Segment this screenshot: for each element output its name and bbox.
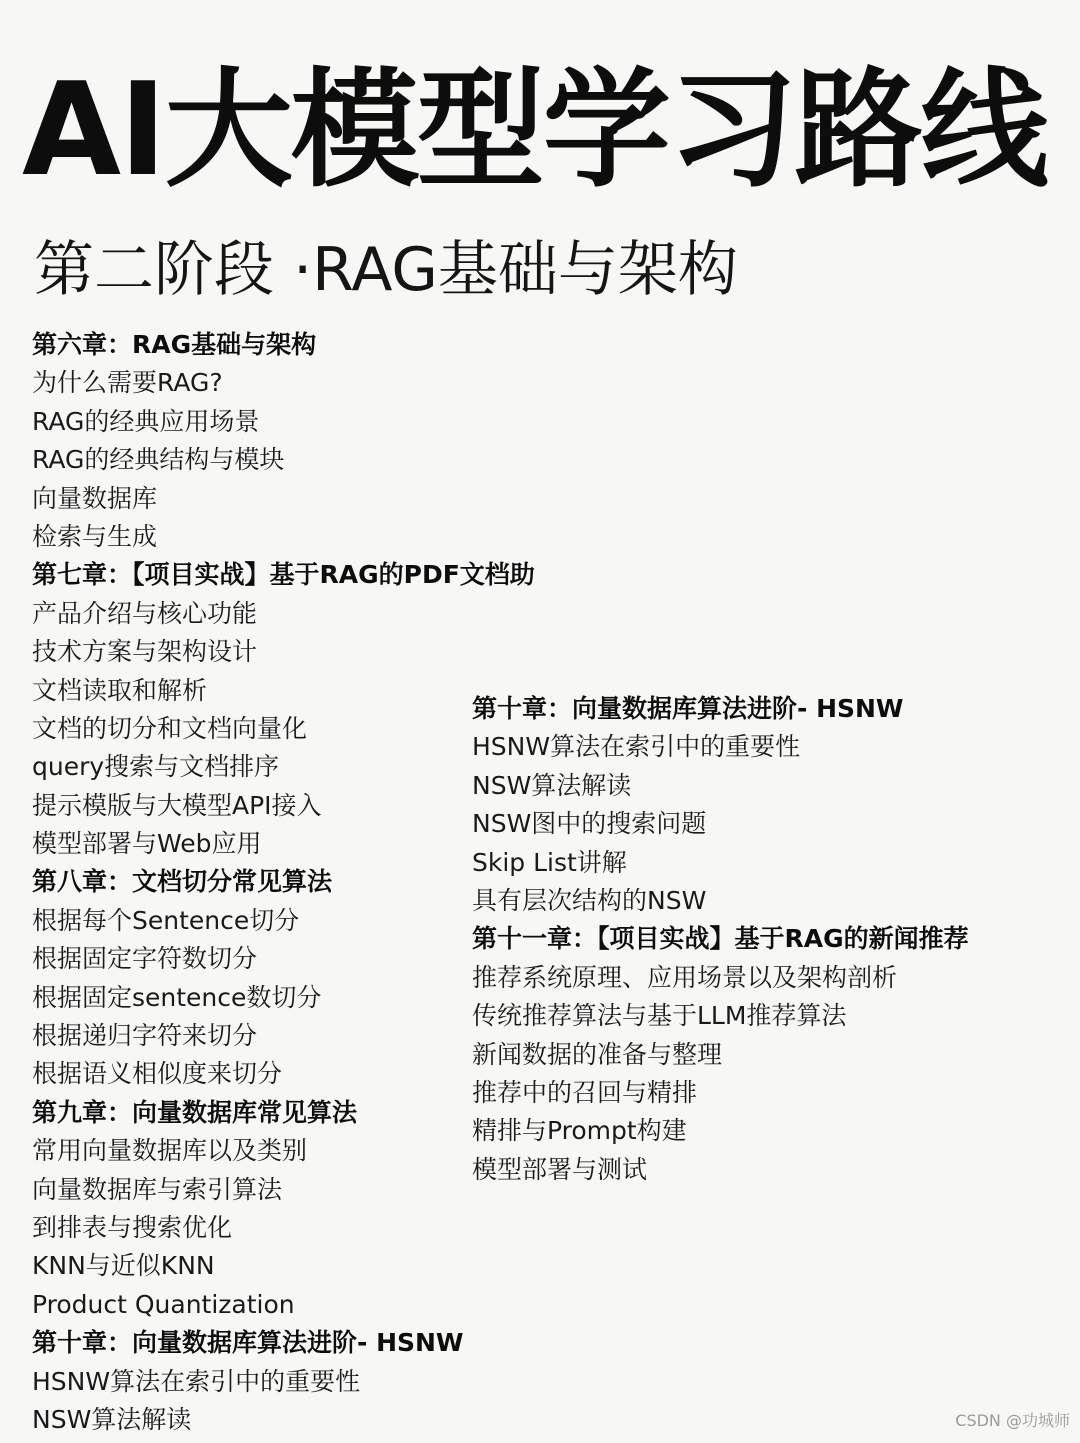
list-item: 模型部署与Web应用 [32, 829, 262, 859]
chapter-heading: 第八章：文档切分常见算法 [32, 867, 333, 897]
list-item: NSW图中的搜索问题 [472, 809, 707, 839]
list-item: 到排表与搜索优化 [32, 1212, 233, 1242]
list-item: 向量数据库与索引算法 [32, 1174, 283, 1204]
chapter-heading: 第十一章：【项目实战】基于RAG的新闻推荐 [472, 924, 969, 954]
chapter-heading: 第七章：【项目实战】基于RAG的PDF文档助 [32, 560, 535, 590]
list-item: 传统推荐算法与基于LLM推荐算法 [472, 1001, 847, 1031]
list-item: HSNW算法在索引中的重要性 [472, 732, 801, 762]
list-item: 根据每个Sentence切分 [32, 905, 300, 935]
list-item: Product Quantization [32, 1289, 295, 1319]
list-item: 产品介绍与核心功能 [32, 598, 258, 628]
chapter-heading: 第十章：向量数据库算法进阶- HSNW [32, 1328, 464, 1358]
list-item: 文档读取和解析 [32, 675, 208, 705]
list-item: 为什么需要RAG? [32, 368, 223, 398]
list-item: 新闻数据的准备与整理 [472, 1039, 723, 1069]
list-item: 推荐系统原理、应用场景以及架构剖析 [472, 962, 898, 992]
list-item: 根据固定字符数切分 [32, 944, 258, 974]
list-item: 根据递归字符来切分 [32, 1021, 258, 1051]
chapter-heading: 第十章：向量数据库算法进阶- HSNW [472, 694, 904, 723]
page-title: AI大模型学习路线 [22, 56, 1047, 205]
list-item: 具有层次结构的NSW [472, 885, 707, 915]
page-subtitle: 第二阶段 ·RAG基础与架构 [34, 235, 738, 305]
chapter-heading: 第六章：RAG基础与架构 [32, 330, 317, 359]
list-item: NSW算法解读 [32, 1404, 192, 1434]
right-column [472, 690, 969, 1189]
list-item: query搜索与文档排序 [32, 752, 280, 782]
list-item: 精排与Prompt构建 [472, 1116, 687, 1146]
list-item: 常用向量数据库以及类别 [32, 1136, 308, 1166]
watermark: CSDN @功城师 [955, 1411, 1070, 1430]
list-item: 检索与生成 [32, 521, 158, 551]
list-item: 提示模版与大模型API接入 [32, 790, 322, 820]
chapter-heading: 第九章：向量数据库常见算法 [32, 1097, 358, 1127]
list-item: 根据固定sentence数切分 [32, 982, 322, 1012]
left-column [32, 326, 535, 1439]
list-item: 推荐中的召回与精排 [472, 1077, 698, 1107]
list-item: RAG的经典应用场景 [32, 406, 260, 436]
list-item: KNN与近似KNN [32, 1251, 215, 1281]
list-item: Skip List讲解 [472, 847, 627, 877]
list-item: 模型部署与测试 [472, 1154, 648, 1184]
list-item: RAG的经典结构与模块 [32, 445, 285, 475]
list-item: 根据语义相似度来切分 [32, 1059, 283, 1089]
list-item: HSNW算法在索引中的重要性 [32, 1366, 361, 1396]
list-item: 向量数据库 [32, 483, 158, 513]
list-item: 文档的切分和文档向量化 [32, 713, 308, 743]
list-item: NSW算法解读 [472, 770, 632, 800]
list-item: 技术方案与架构设计 [32, 637, 258, 667]
